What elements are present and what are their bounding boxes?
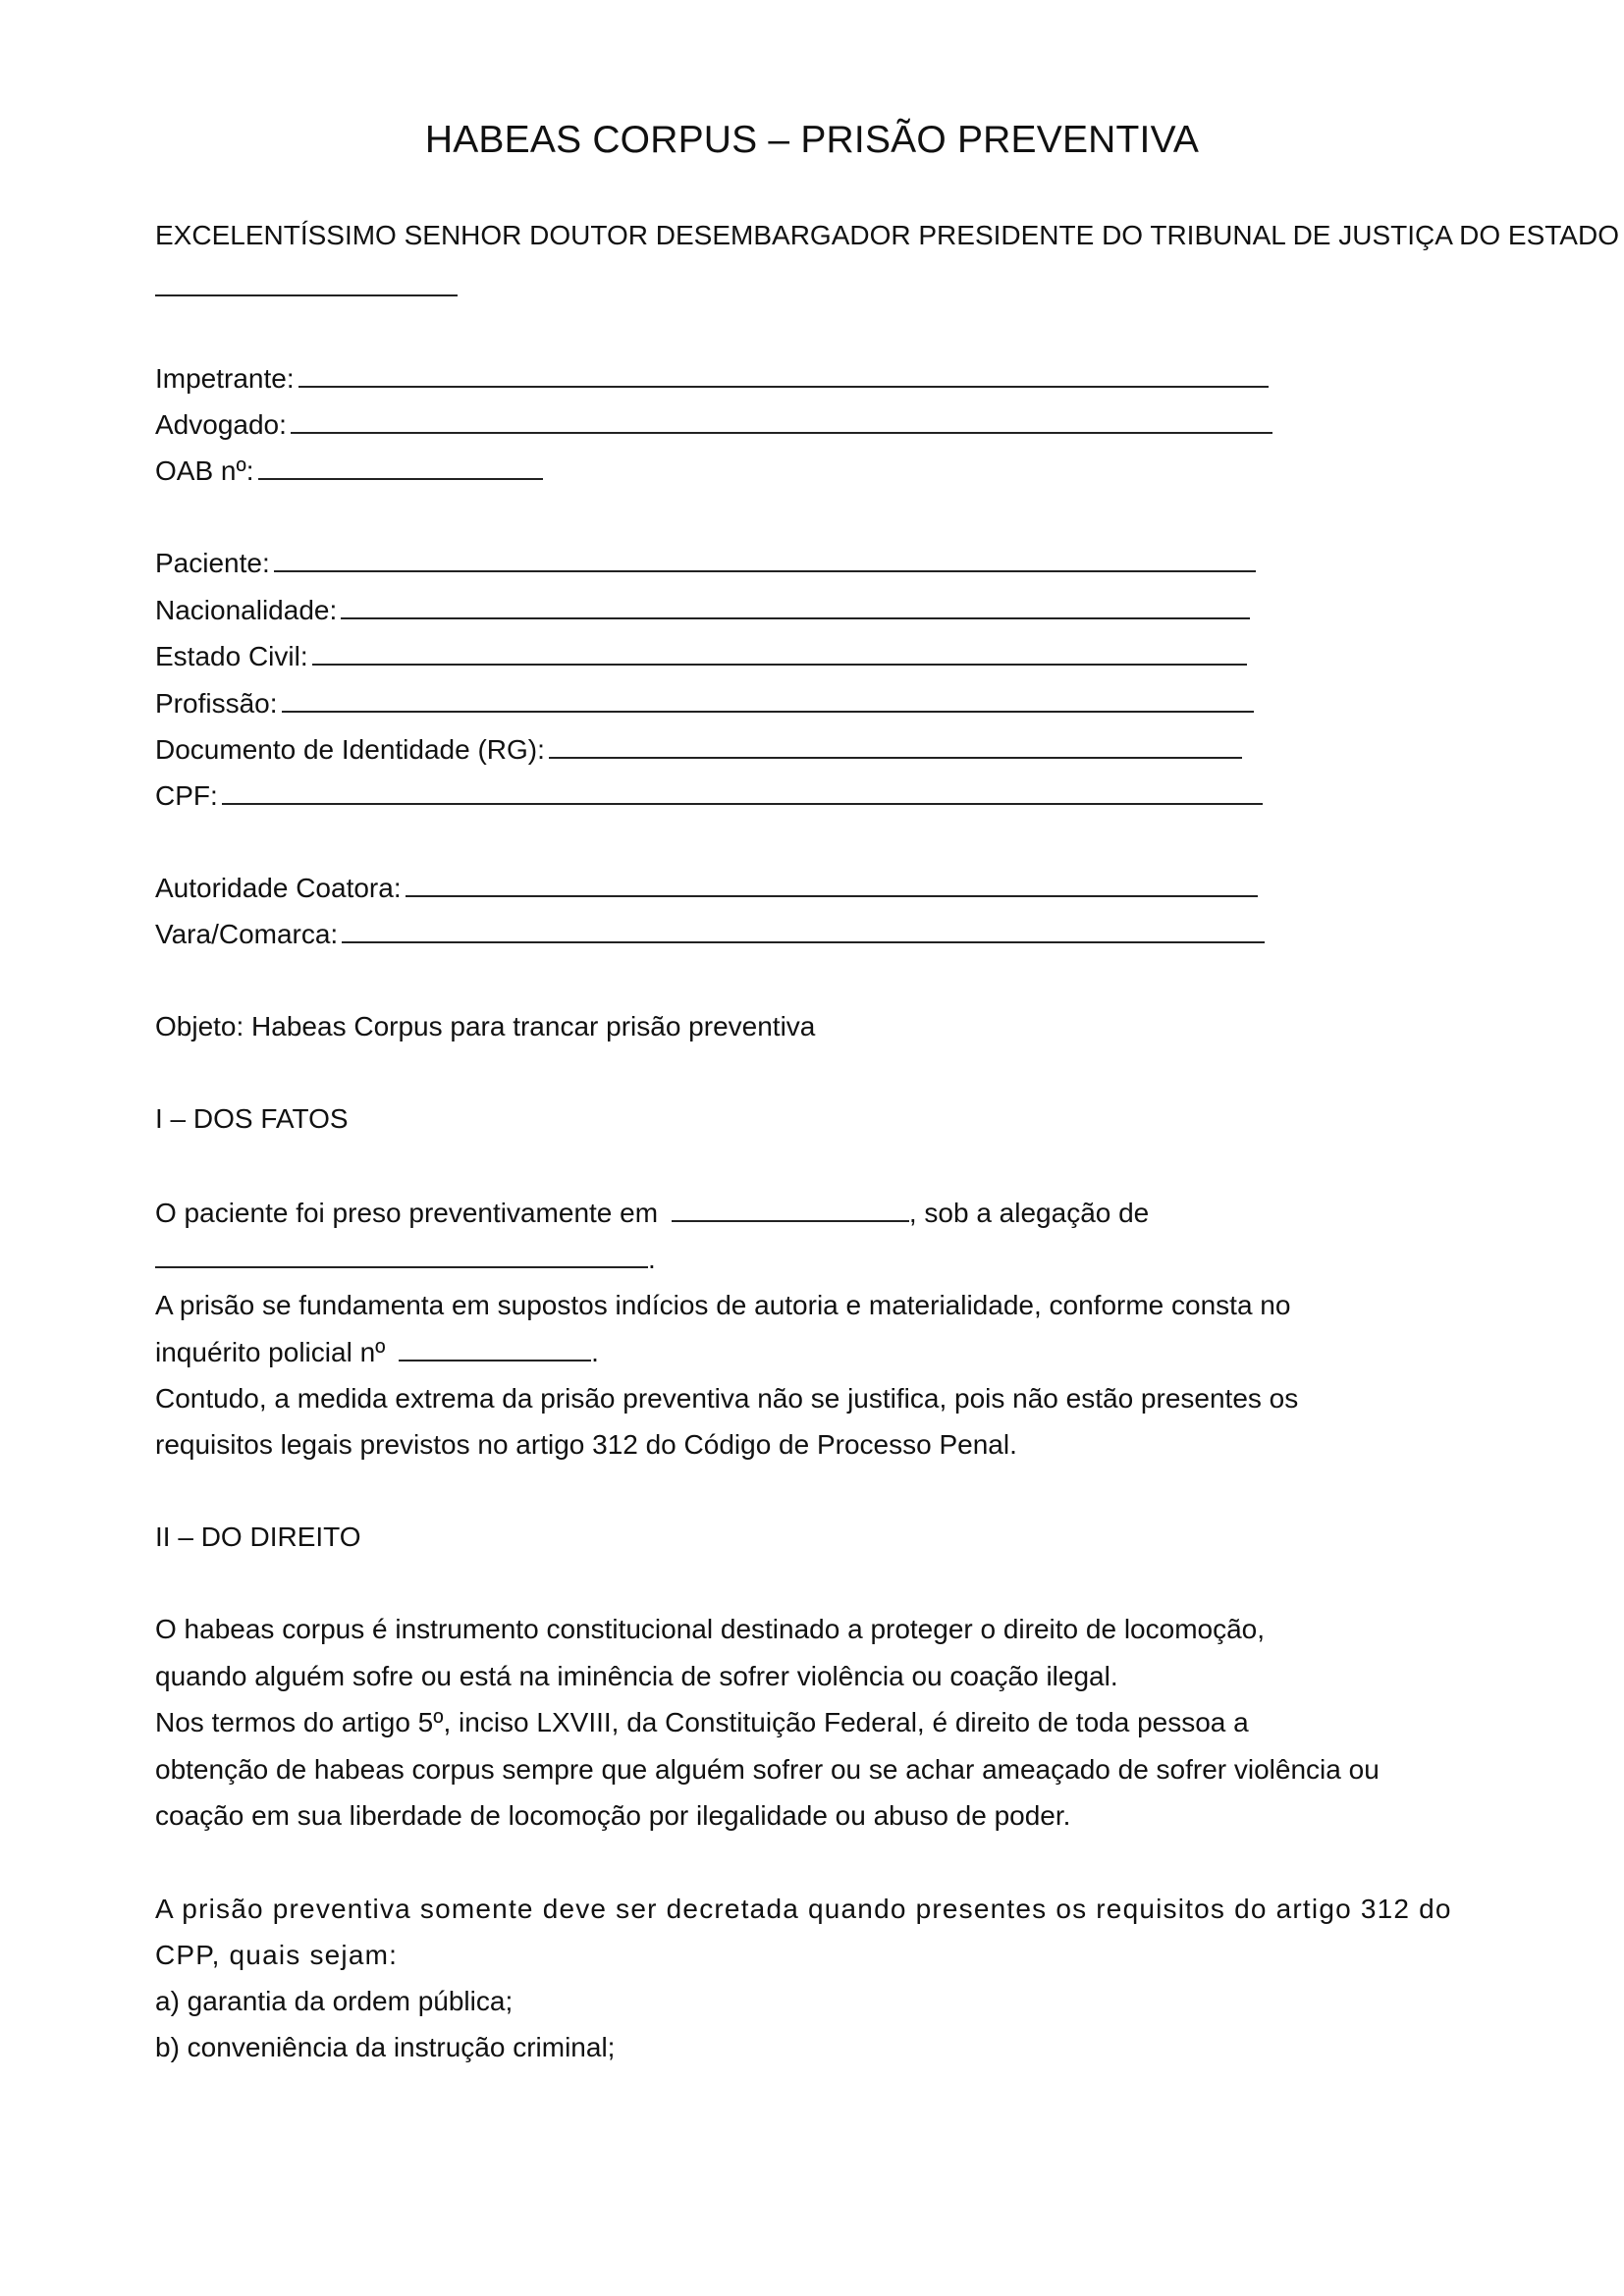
profissao-label: Profissão: xyxy=(155,688,278,719)
direito-heading: II – DO DIREITO xyxy=(155,1522,361,1552)
documento-line xyxy=(155,729,1242,770)
cpf-blank xyxy=(222,775,1263,805)
estado-civil-blank xyxy=(312,636,1247,666)
cpf-line xyxy=(155,775,1263,816)
autoridade-line xyxy=(155,868,1258,908)
paciente-label: Paciente: xyxy=(155,548,270,578)
fatos-line-6: requisitos legais previstos no artigo 312 do Código de Processo Penal. xyxy=(155,1429,1017,1460)
inquerito-number-blank xyxy=(399,1332,591,1362)
profissao-blank xyxy=(282,683,1254,713)
direito-p1-line-4: obtenção de habeas corpus sempre que alguém sofrer ou se achar ameaçado de sofrer violência ou xyxy=(155,1754,1380,1785)
fatos-line-1 xyxy=(155,1193,1149,1233)
nacionalidade-label: Nacionalidade: xyxy=(155,595,338,625)
allegation-blank xyxy=(155,1239,648,1268)
vara-label: Vara/Comarca: xyxy=(155,919,339,949)
advogado-line xyxy=(155,404,1272,445)
direito-p2-line-1: A prisão preventiva somente deve ser decretada quando presentes os requisitos do artigo 312 do xyxy=(155,1894,1452,1924)
documento-label: Documento de Identidade (RG): xyxy=(155,734,545,765)
requisito-item-a: a) garantia da ordem pública; xyxy=(155,1986,514,2016)
paciente-line xyxy=(155,543,1256,583)
direito-p1-line-5: coação em sua liberdade de locomoção por ilegalidade ou abuso de poder. xyxy=(155,1800,1071,1831)
impetrante-label: Impetrante: xyxy=(155,363,295,394)
impetrante-line xyxy=(155,358,1269,399)
autoridade-label: Autoridade Coatora: xyxy=(155,873,402,903)
objeto-line: Objeto: Habeas Corpus para trancar prisão preventiva xyxy=(155,1011,816,1041)
estado-civil-line xyxy=(155,636,1247,676)
estado-civil-label: Estado Civil: xyxy=(155,641,308,671)
impetrante-blank xyxy=(298,358,1269,388)
fatos-line-4-pre: inquérito policial nº xyxy=(155,1337,386,1367)
addressee-line: EXCELENTÍSSIMO SENHOR DOUTOR DESEMBARGADOR PRESIDENTE DO TRIBUNAL DE JUSTIÇA DO ESTADO xyxy=(155,220,1619,250)
autoridade-blank xyxy=(406,868,1258,897)
direito-p1-line-1: O habeas corpus é instrumento constitucional destinado a proteger o direito de locomoção, xyxy=(155,1614,1266,1644)
profissao-line xyxy=(155,683,1254,723)
oab-label: OAB nº: xyxy=(155,455,254,486)
fatos-line-1-post: , sob a alegação de xyxy=(908,1198,1150,1228)
oab-line xyxy=(155,451,543,491)
fatos-line-4-end: . xyxy=(591,1337,599,1367)
prison-date-blank xyxy=(672,1193,909,1222)
requisito-item-b: b) conveniência da instrução criminal; xyxy=(155,2032,616,2062)
cpf-label: CPF: xyxy=(155,780,218,811)
nacionalidade-line xyxy=(155,590,1250,630)
addressee-blank-line xyxy=(155,267,458,307)
fatos-line-5: Contudo, a medida extrema da prisão preventiva não se justifica, pois não estão presentes os xyxy=(155,1383,1299,1414)
oab-blank xyxy=(258,451,543,480)
fatos-line-3: A prisão se fundamenta em supostos indícios de autoria e materialidade, conforme consta no xyxy=(155,1290,1291,1320)
documento-blank xyxy=(549,729,1242,759)
fatos-line-2 xyxy=(155,1239,656,1279)
nacionalidade-blank xyxy=(341,590,1250,619)
fatos-line-4 xyxy=(155,1332,599,1372)
fatos-line-1-pre: O paciente foi preso preventivamente em xyxy=(155,1198,659,1228)
vara-line xyxy=(155,914,1265,954)
document-title: HABEAS CORPUS – PRISÃO PREVENTIVA xyxy=(424,119,1200,161)
advogado-blank xyxy=(291,404,1272,434)
paciente-blank xyxy=(274,543,1256,572)
direito-p1-line-2: quando alguém sofre ou está na iminência de sofrer violência ou coação ilegal. xyxy=(155,1661,1118,1691)
fatos-line-2-end: . xyxy=(648,1244,656,1274)
fatos-heading: I – DOS FATOS xyxy=(155,1103,349,1134)
vara-blank xyxy=(342,914,1265,943)
direito-p2-line-2: CPP, quais sejam: xyxy=(155,1940,399,1970)
addressee-state-blank xyxy=(155,267,458,296)
advogado-label: Advogado: xyxy=(155,409,287,440)
direito-p1-line-3: Nos termos do artigo 5º, inciso LXVIII, da Constituição Federal, é direito de toda pessoa a xyxy=(155,1707,1249,1737)
